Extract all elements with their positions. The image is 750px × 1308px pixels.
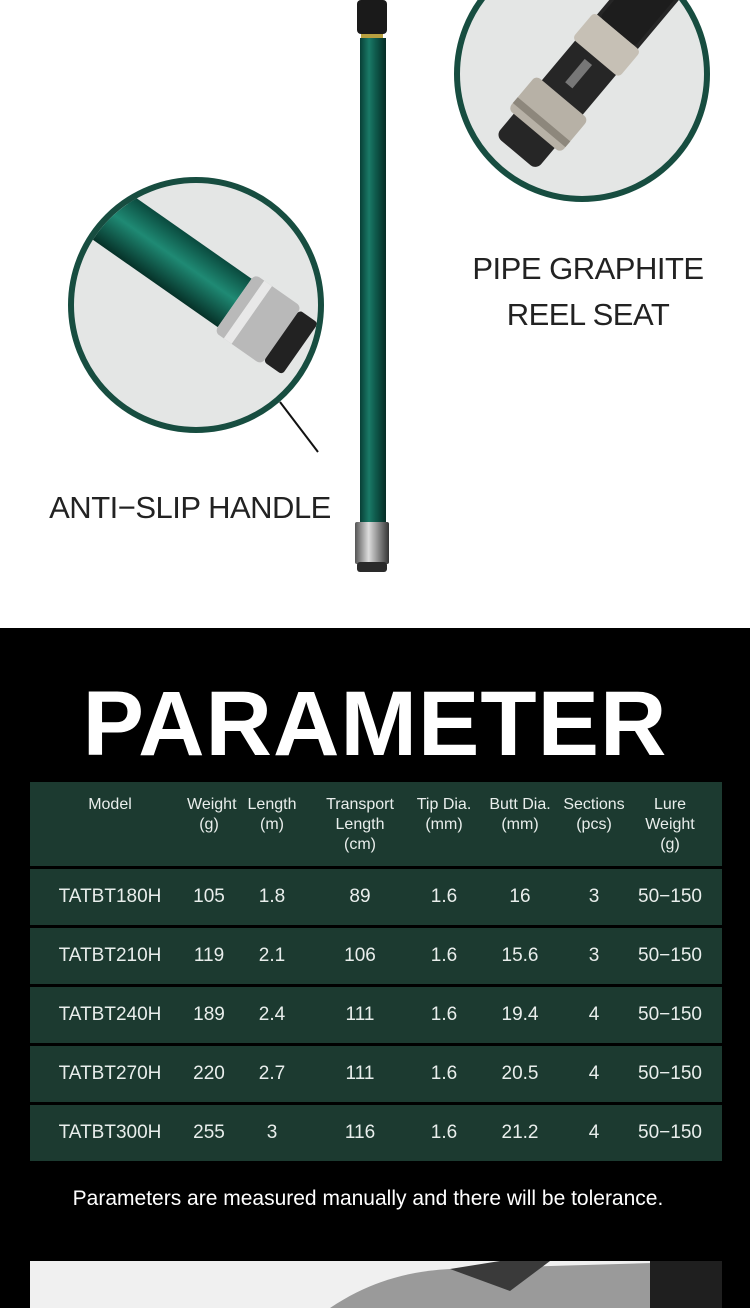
header-cell-line: (g) <box>199 816 219 833</box>
table-cell: 3 <box>588 886 600 907</box>
header-cell-line: Tip Dia. <box>416 796 472 813</box>
reel-seat-zoom-icon <box>454 0 710 202</box>
table-cell: 50−150 <box>638 1004 702 1025</box>
header-cell <box>410 795 478 835</box>
table-cell: 4 <box>588 1004 600 1025</box>
reel-seat-label-line2: REEL SEAT <box>506 297 670 332</box>
header-cell <box>187 795 237 835</box>
table-cell: 189 <box>193 1004 225 1025</box>
table-cell: 2.4 <box>258 1004 286 1025</box>
table-cell: 116 <box>344 1122 376 1143</box>
table-row <box>30 1046 722 1102</box>
table-cell: 50−150 <box>638 945 702 966</box>
header-cell <box>482 795 558 835</box>
parameter-title: PARAMETER <box>82 673 668 775</box>
reel-seat-label <box>452 246 724 338</box>
table-cell: TATBT240H <box>58 1004 162 1025</box>
product-feature-section <box>0 0 750 628</box>
table-cell: 111 <box>345 1004 375 1025</box>
table-cell: 105 <box>193 886 225 907</box>
header-cell-line: (mm) <box>425 816 463 833</box>
header-cell-line: Model <box>88 796 132 813</box>
header-cell-line: (cm) <box>344 836 376 853</box>
header-cell-line: Transport <box>326 796 394 813</box>
header-cell-line: Weight <box>645 816 695 833</box>
table-row <box>30 987 722 1043</box>
table-cell: TATBT180H <box>58 886 162 907</box>
header-cell-line: (m) <box>260 816 284 833</box>
table-cell: 3 <box>588 945 600 966</box>
header-cell <box>312 795 408 855</box>
table-cell: 255 <box>193 1122 225 1143</box>
header-cell-line: Lure <box>653 796 687 813</box>
header-cell <box>558 795 630 835</box>
table-cell: 3 <box>266 1122 278 1143</box>
table-cell: 19.4 <box>501 1004 539 1025</box>
header-cell-line: Length <box>335 816 385 833</box>
table-cell: 15.6 <box>501 945 539 966</box>
tolerance-note: Parameters are measured manually and there will be tolerance. <box>72 1187 664 1210</box>
table-cell: 119 <box>193 945 225 966</box>
header-cell <box>630 795 710 855</box>
table-cell: 1.6 <box>430 1063 458 1084</box>
reel-seat-label-line1: PIPE GRAPHITE <box>472 251 704 286</box>
handle-zoom-icon <box>68 177 324 433</box>
table-cell: TATBT270H <box>58 1063 162 1084</box>
table-cell: TATBT300H <box>58 1122 162 1143</box>
table-cell: 50−150 <box>638 1122 702 1143</box>
table-cell: 50−150 <box>638 1063 702 1084</box>
table-cell: 1.6 <box>430 886 458 907</box>
header-cell <box>30 795 190 815</box>
table-cell: 111 <box>345 1063 375 1084</box>
table-cell: 1.6 <box>430 945 458 966</box>
table-cell: 89 <box>349 886 371 907</box>
header-cell-line: Butt Dia. <box>489 796 551 813</box>
table-row <box>30 1105 722 1161</box>
table-row <box>30 869 722 925</box>
table-cell: 1.6 <box>430 1122 458 1143</box>
table-cell: 4 <box>588 1063 600 1084</box>
table-cell: TATBT210H <box>58 945 162 966</box>
table-cell: 21.2 <box>501 1122 539 1143</box>
table-cell: 1.6 <box>430 1004 458 1025</box>
table-cell: 220 <box>193 1063 225 1084</box>
header-cell <box>236 795 308 835</box>
header-cell-line: (g) <box>660 836 680 853</box>
table-cell: 16 <box>509 886 531 907</box>
header-cell-line: Sections <box>563 796 625 813</box>
table-cell: 1.8 <box>258 886 286 907</box>
header-cell-line: Weight <box>187 796 237 813</box>
next-product-image <box>30 1261 722 1308</box>
table-cell: 20.5 <box>501 1063 539 1084</box>
header-cell-line: (mm) <box>501 816 539 833</box>
parameter-table <box>30 782 722 1164</box>
table-cell: 106 <box>344 945 376 966</box>
handle-label: ANTI−SLIP HANDLE <box>49 490 331 525</box>
table-cell: 2.7 <box>258 1063 286 1084</box>
header-cell-line: (pcs) <box>576 816 612 833</box>
table-cell: 2.1 <box>258 945 286 966</box>
header-cell-line: Length <box>247 796 297 813</box>
table-header-row <box>30 782 722 866</box>
table-cell: 4 <box>588 1122 600 1143</box>
table-cell: 50−150 <box>638 886 702 907</box>
table-row <box>30 928 722 984</box>
